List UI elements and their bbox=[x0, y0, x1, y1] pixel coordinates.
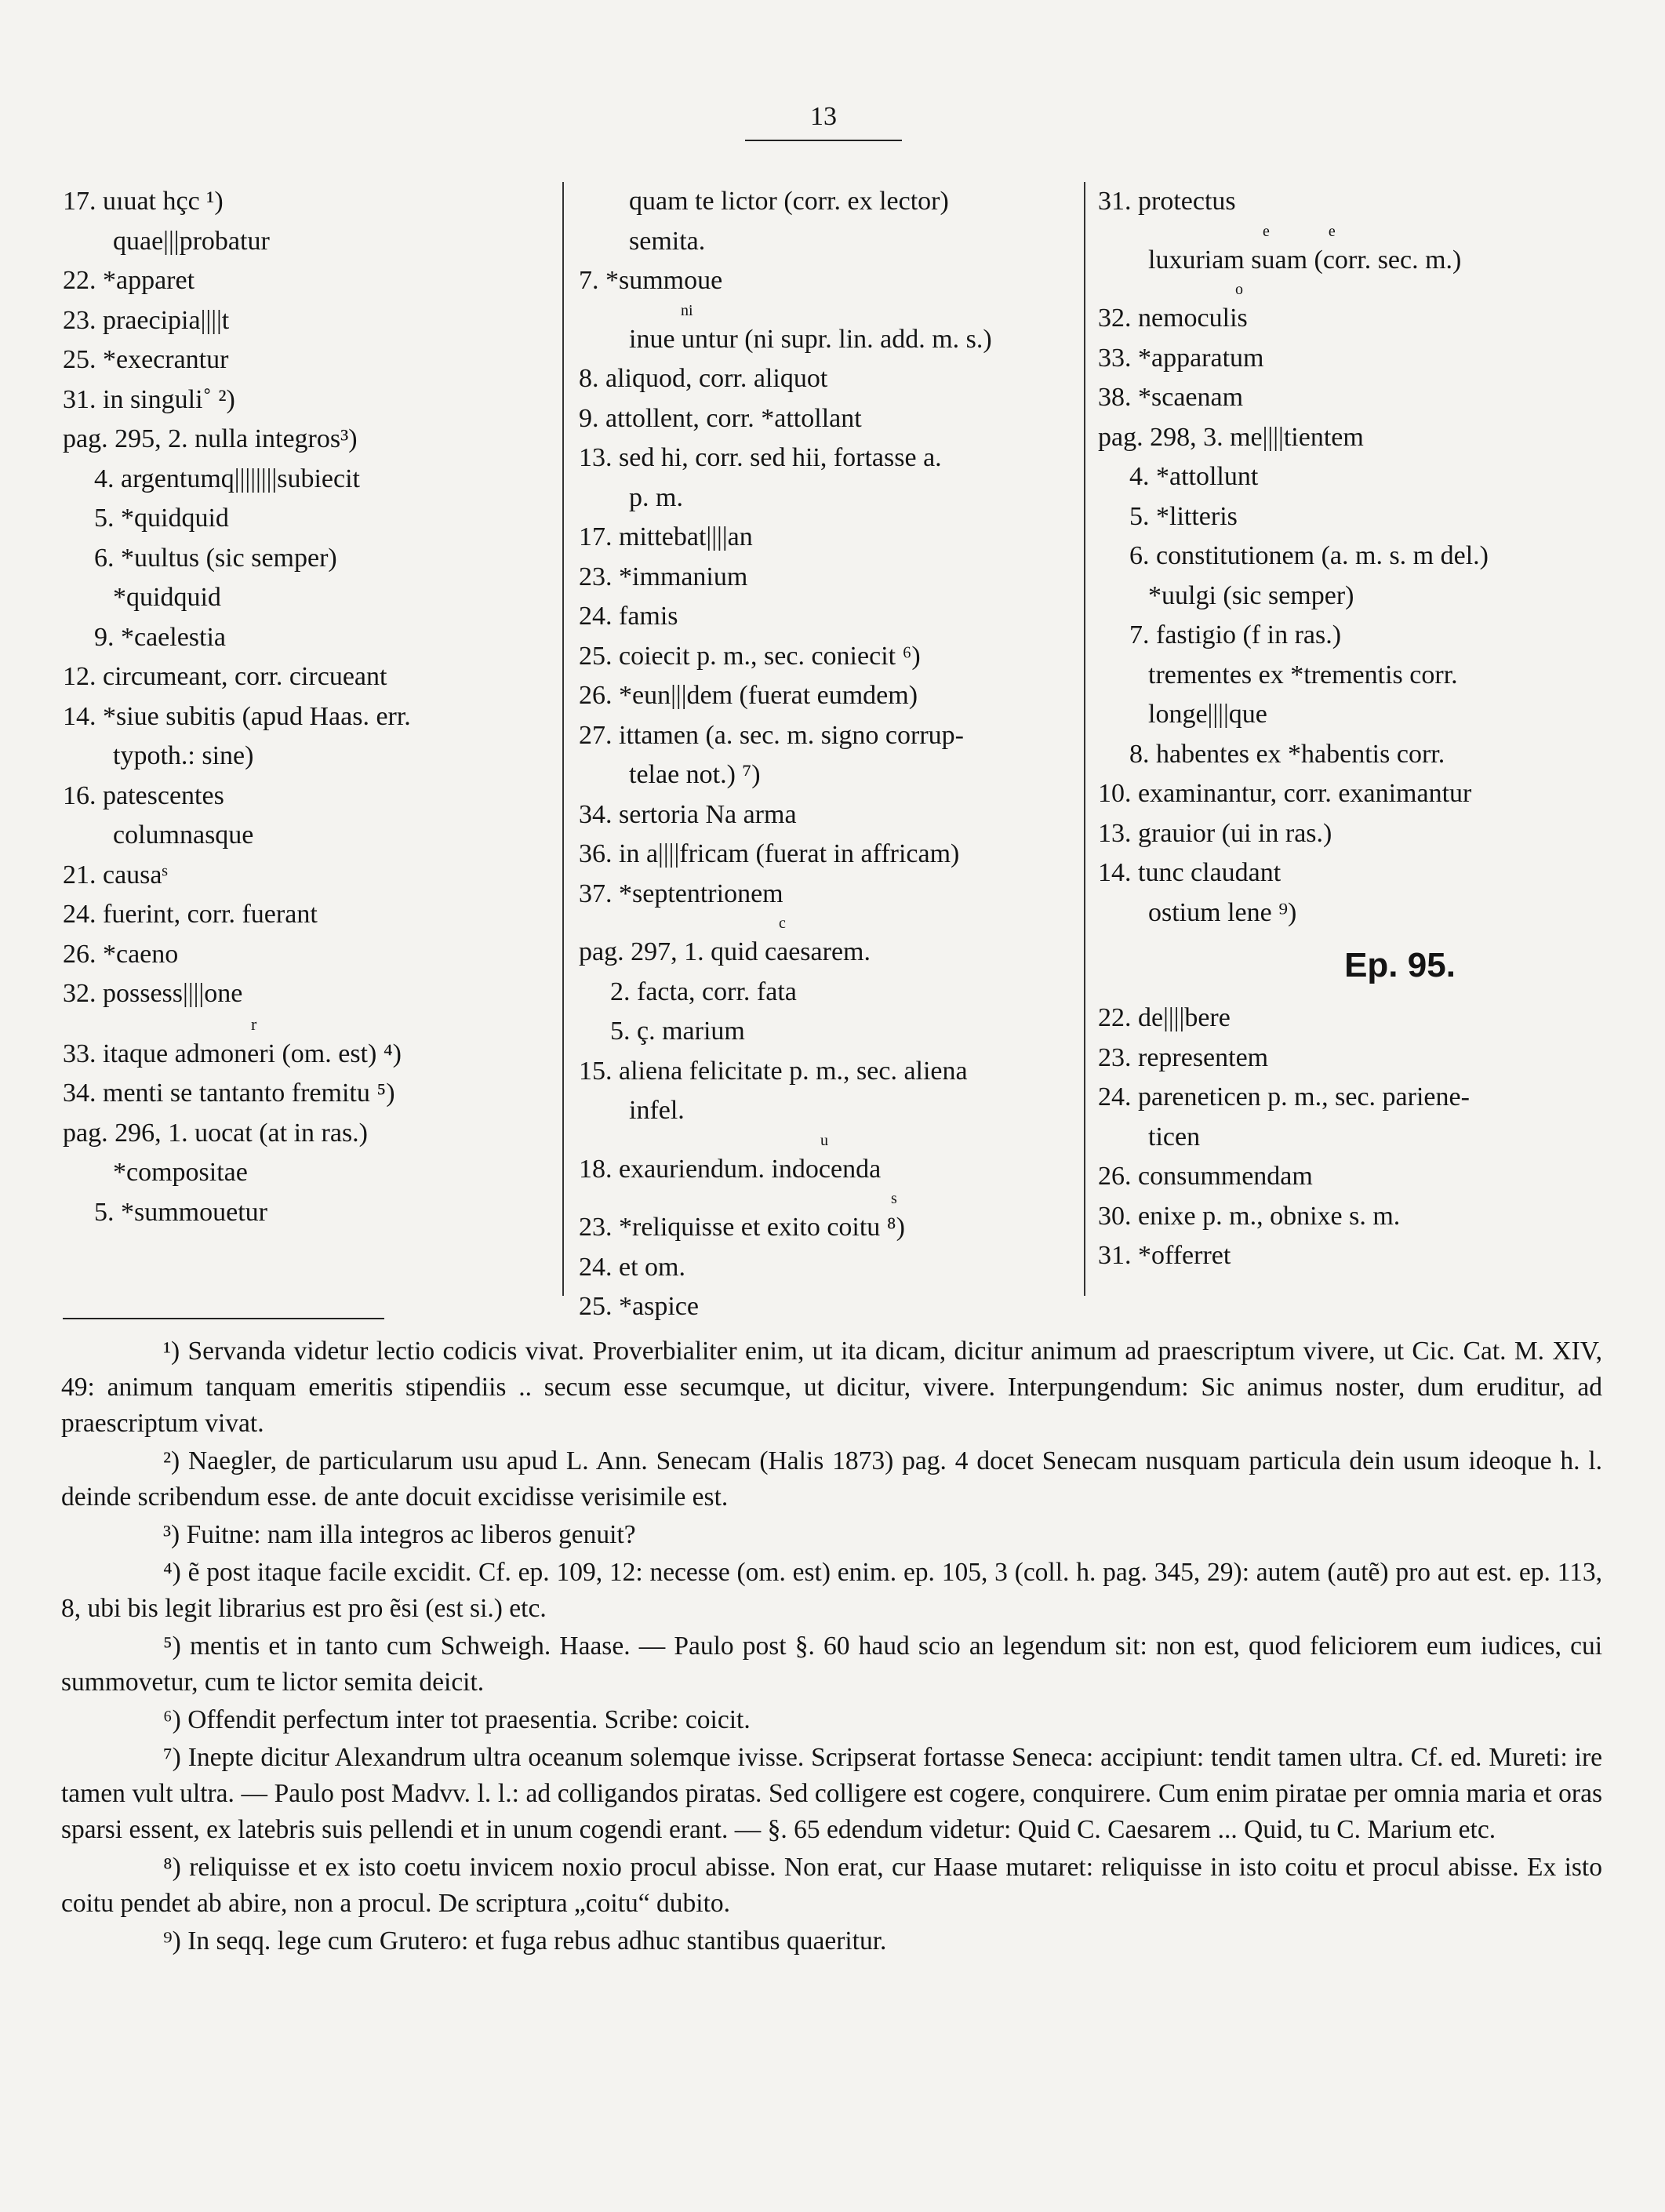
apparatus-entry: 23. *immanium bbox=[579, 562, 748, 591]
apparatus-entry: 5. *summouetur bbox=[94, 1197, 267, 1227]
apparatus-superscript: s bbox=[891, 1190, 897, 1207]
apparatus-entry: 24. pareneticen p. m., sec. pariene- bbox=[1098, 1082, 1470, 1111]
apparatus-entry: longe||||que bbox=[1148, 700, 1267, 729]
apparatus-entry: 16. patescentes bbox=[63, 780, 224, 810]
apparatus-entry: 8. aliquod, corr. aliquot bbox=[579, 364, 828, 393]
footnote-1: ¹) Servanda videtur lectio codicis vivat. Proverbialiter enim, ut ita dicam, dicitur animum ad praescriptum vivere, ut Cic. Cat. M. XIV, 49: animum tanquam emeritis stipendiis .. secum esse secumque, ut dicitur, vivere. Interpungendum: Sic animus noster, dum eruditur, ad praescriptum vivat. bbox=[61, 1337, 1602, 1438]
apparatus-entry: inue untur (ni supr. lin. add. m. s.) bbox=[629, 324, 992, 354]
apparatus-entry: 5. *litteris bbox=[1129, 501, 1238, 531]
apparatus-entry: 13. sed hi, corr. sed hii, fortasse a. bbox=[579, 443, 942, 472]
apparatus-entry: 17. uıuat hçc ¹) bbox=[63, 187, 224, 216]
apparatus-entry: 4. argentumq||||||||subiecit bbox=[94, 464, 360, 493]
apparatus-entry: 31. *offerret bbox=[1098, 1241, 1231, 1270]
apparatus-entry: 24. et om. bbox=[579, 1252, 685, 1282]
footnote-rule bbox=[63, 1318, 384, 1319]
apparatus-entry: 24. famis bbox=[579, 602, 678, 631]
apparatus-entry: 23. praecipia||||t bbox=[63, 305, 230, 335]
apparatus-column-3 bbox=[1098, 182, 1608, 1276]
apparatus-entry: pag. 296, 1. uocat (at in ras.) bbox=[63, 1118, 368, 1148]
footnote-2: ²) Naegler, de particularum usu apud L. Ann. Senecam (Halis 1873) pag. 4 docet Senecam nusquam particula dein usum ideoque h. l. deinde scribendum esse. de ante docuit excidisse verisimile est. bbox=[61, 1446, 1602, 1512]
apparatus-superscript: ni bbox=[681, 301, 693, 319]
apparatus-entry: 24. fuerint, corr. fuerant bbox=[63, 900, 318, 929]
apparatus-entry: ticen bbox=[1148, 1122, 1201, 1151]
footnote-5: ⁵) mentis et in tanto cum Schweigh. Haase. — Paulo post §. 60 haud scio an legendum sit: non est, quod feliciorem eum iudices, cui summovetur, cum te lictor semita deicit. bbox=[61, 1632, 1602, 1697]
apparatus-entry: 32. possess||||one bbox=[63, 979, 243, 1008]
page-number: 13 bbox=[810, 102, 837, 131]
apparatus-entry: 38. *scaenam bbox=[1098, 383, 1244, 412]
apparatus-entry: 4. *attollunt bbox=[1129, 462, 1259, 491]
apparatus-entry: 34. sertoria Na arma bbox=[579, 799, 797, 829]
apparatus-entry: trementes ex *trementis corr. bbox=[1148, 660, 1458, 689]
apparatus-entry: 21. causaˢ bbox=[63, 860, 168, 890]
apparatus-entry: 30. enixe p. m., obnixe s. m. bbox=[1098, 1201, 1401, 1231]
apparatus-entry: 31. in singuli˚ ²) bbox=[63, 384, 235, 414]
apparatus-entry: pag. 297, 1. quid caesarem. bbox=[579, 937, 871, 966]
apparatus-entry: semita. bbox=[629, 226, 706, 256]
apparatus-entry: *compositae bbox=[113, 1158, 248, 1187]
apparatus-entry: 22. *apparet bbox=[63, 266, 195, 295]
apparatus-entry: 6. *uultus (sic semper) bbox=[94, 543, 337, 573]
apparatus-entry: 13. grauior (ui in ras.) bbox=[1098, 818, 1332, 848]
footnote-7: ⁷) Inepte dicitur Alexandrum ultra oceanum solemque ivisse. Scripserat fortasse Seneca: accipiunt: tendit tamen ultra. Cf. ed. Mureti: ire tamen vult ultra. — Paulo post Madvv. l. l.: ad colligandos piratas. Sed colligere est cogere, conquirere. Cum enim piratae per omnia maria et oras sparsi essent, ex latebris suis pellendi et in unum cogendi erant. — §. 65 edendum videtur: Quid C. Caesarem ... Quid, tu C. Marium etc. bbox=[61, 1743, 1602, 1844]
apparatus-entry: 25. coiecit p. m., sec. coniecit ⁶) bbox=[579, 641, 921, 671]
apparatus-entry: 2. facta, corr. fata bbox=[610, 977, 797, 1006]
apparatus-superscript: u bbox=[820, 1131, 828, 1149]
footnote-3: ³) Fuitne: nam illa integros ac liberos genuit? bbox=[163, 1520, 636, 1549]
apparatus-entry: 31. protectus bbox=[1098, 187, 1236, 216]
apparatus-entry: 25. *aspice bbox=[579, 1292, 699, 1321]
column-divider bbox=[562, 182, 564, 1296]
apparatus-superscript: c bbox=[779, 915, 786, 932]
apparatus-entry: 22. de||||bere bbox=[1098, 1003, 1231, 1032]
footnote-6: ⁶) Offendit perfectum inter tot praesentia. Scribe: coicit. bbox=[163, 1705, 751, 1734]
apparatus-entry: p. m. bbox=[629, 482, 683, 512]
apparatus-entry: 23. *reliquisse et exito coitu ⁸) bbox=[579, 1213, 905, 1242]
footnote-8: ⁸) reliquisse et ex isto coetu invicem noxio procul abisse. Non erat, cur Haase mutaret: reliquisse in isto coitu et procul abisse. Ex isto coitu pendet ab abire, non a procul. De scriptura „coitu“ dubito. bbox=[61, 1853, 1602, 1918]
apparatus-superscript: o bbox=[1235, 281, 1243, 298]
apparatus-entry: 6. constitutionem (a. m. s. m del.) bbox=[1129, 541, 1489, 570]
apparatus-entry: 14. *siue subitis (apud Haas. err. bbox=[63, 701, 411, 731]
apparatus-entry: 15. aliena felicitate p. m., sec. aliena bbox=[579, 1056, 968, 1086]
apparatus-entry: pag. 295, 2. nulla integros³) bbox=[63, 424, 358, 453]
footnote-9: ⁹) In seqq. lege cum Grutero: et fuga rebus adhuc stantibus quaeritur. bbox=[163, 1926, 887, 1956]
apparatus-entry: pag. 298, 3. me||||tientem bbox=[1098, 422, 1364, 452]
apparatus-entry: 26. *eun|||dem (fuerat eumdem) bbox=[579, 681, 918, 710]
apparatus-entry: 5. ç. marium bbox=[610, 1017, 745, 1046]
apparatus-superscript: e e bbox=[1263, 222, 1336, 240]
apparatus-entry: telae not.) ⁷) bbox=[629, 760, 761, 789]
apparatus-entry: 34. menti se tantanto fremitu ⁵) bbox=[63, 1079, 395, 1108]
apparatus-entry: 33. *apparatum bbox=[1098, 343, 1264, 373]
apparatus-entry: 36. in a||||fricam (fuerat in affricam) bbox=[579, 839, 960, 868]
apparatus-entry: 23. representem bbox=[1098, 1042, 1269, 1072]
page-number-rule bbox=[745, 140, 902, 141]
apparatus-entry: 32. nemoculis bbox=[1098, 304, 1248, 333]
apparatus-entry: 7. *summoue bbox=[579, 266, 723, 295]
apparatus-entry: *quidquid bbox=[113, 583, 221, 612]
apparatus-entry: 9. attollent, corr. *attollant bbox=[579, 403, 862, 433]
apparatus-entry: 5. *quidquid bbox=[94, 504, 229, 533]
apparatus-entry: 14. tunc claudant bbox=[1098, 858, 1281, 887]
epistle-heading: Ep. 95. bbox=[1344, 946, 1456, 984]
apparatus-entry: luxuriam suam (corr. sec. m.) bbox=[1148, 245, 1462, 275]
apparatus-superscript: r bbox=[251, 1013, 257, 1034]
apparatus-column-1 bbox=[63, 182, 557, 1232]
apparatus-entry: 37. *septentrionem bbox=[579, 879, 783, 908]
apparatus-column-2 bbox=[579, 182, 1081, 1327]
apparatus-entry: 17. mittebat||||an bbox=[579, 522, 753, 551]
apparatus-entry: 10. examinantur, corr. exanimantur bbox=[1098, 779, 1472, 808]
apparatus-entry: *uulgi (sic semper) bbox=[1148, 580, 1354, 610]
apparatus-entry: typoth.: sine) bbox=[113, 741, 254, 770]
footnotes bbox=[61, 1333, 1602, 1961]
apparatus-entry: 25. *execrantur bbox=[63, 345, 229, 374]
apparatus-entry: 26. consummendam bbox=[1098, 1162, 1313, 1191]
apparatus-entry: 9. *caelestia bbox=[94, 622, 227, 652]
apparatus-entry: ostium lene ⁹) bbox=[1148, 897, 1297, 927]
apparatus-entry: columnasque bbox=[113, 820, 254, 850]
apparatus-entry: 8. habentes ex *habentis corr. bbox=[1129, 739, 1445, 769]
apparatus-entry: 27. ittamen (a. sec. m. signo corrup- bbox=[579, 720, 964, 750]
apparatus-entry: quae|||probatur bbox=[113, 226, 270, 256]
apparatus-entry: infel. bbox=[629, 1096, 685, 1125]
footnote-4: ⁴) ẽ post itaque facile excidit. Cf. ep. 109, 12: necesse (om. est) enim. ep. 105, 3 (coll. h. pag. 345, 29): autem (autẽ) pro aut est. ep. 113, 8, ubi bis legit librarius est pro ẽsi (est si.) etc. bbox=[61, 1558, 1602, 1623]
apparatus-entry: 7. fastigio (f in ras.) bbox=[1129, 620, 1342, 649]
apparatus-entry: 26. *caeno bbox=[63, 939, 179, 969]
apparatus-entry: 33. itaque admoneri (om. est) ⁴) bbox=[63, 1039, 402, 1068]
column-divider bbox=[1084, 182, 1085, 1296]
apparatus-entry: quam te lictor (corr. ex lector) bbox=[629, 187, 949, 216]
apparatus-entry: 18. exauriendum. indocenda bbox=[579, 1154, 882, 1184]
apparatus-entry: 12. circumeant, corr. circueant bbox=[63, 662, 387, 691]
